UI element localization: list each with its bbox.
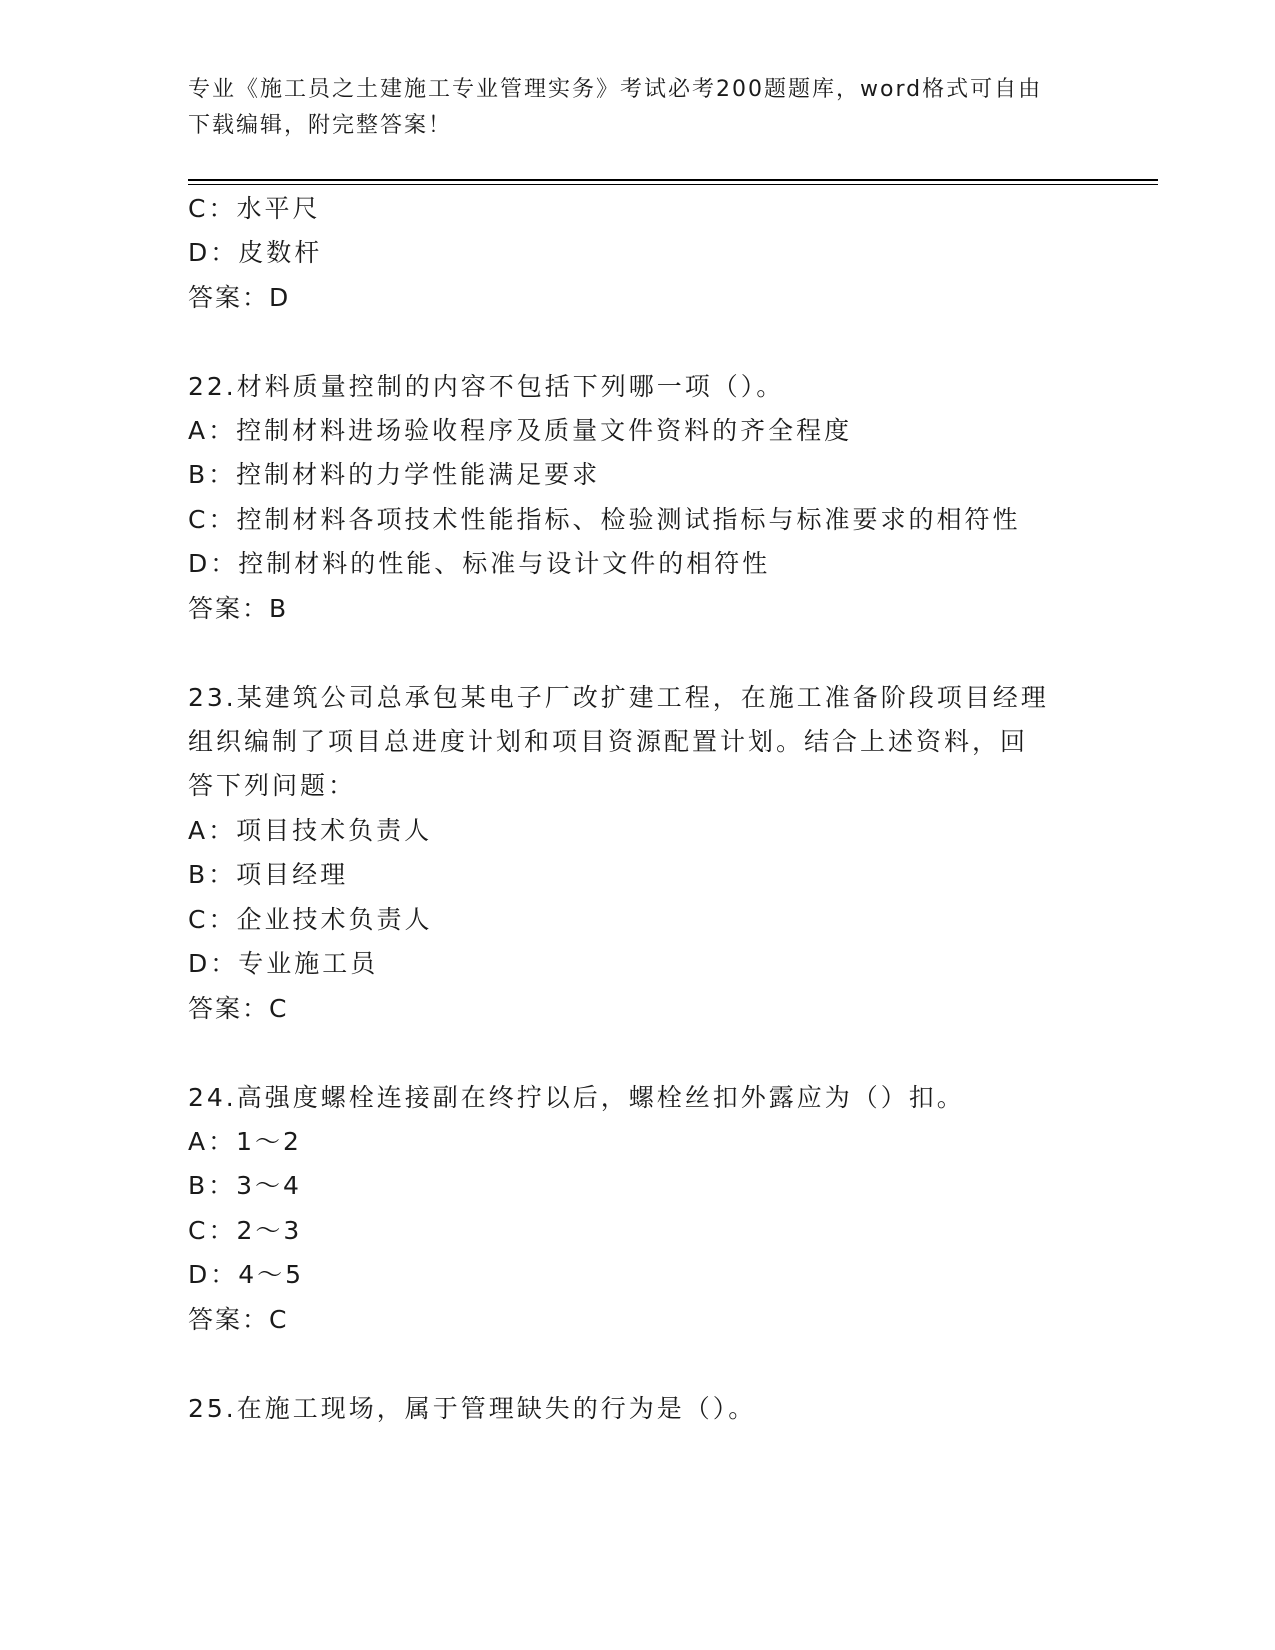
q23-option-c: C：企业技术负责人: [188, 905, 433, 934]
q24-answer: 答案：C: [188, 1305, 289, 1334]
q23-stem-line-1: 23.某建筑公司总承包某电子厂改扩建工程，在施工准备阶段项目经理: [188, 683, 1049, 712]
q22-option-d: D：控制材料的性能、标准与设计文件的相符性: [188, 549, 771, 578]
q24-option-d: D：4～5: [188, 1260, 305, 1289]
document-header: [188, 72, 1088, 144]
header-title-line-1: 专业《施工员之土建施工专业管理实务》考试必考200题题库，word格式可自由: [188, 77, 1043, 102]
q23-stem-line-2: 组织编制了项目总进度计划和项目资源配置计划。结合上述资料，回: [188, 727, 1029, 756]
prev-option-d: D：皮数杆: [188, 238, 323, 267]
q22-stem: 22.材料质量控制的内容不包括下列哪一项（）。: [188, 372, 785, 401]
prev-option-c: C：水平尺: [188, 194, 321, 223]
q22-answer: 答案：B: [188, 594, 289, 623]
q24-option-c: C：2～3: [188, 1216, 303, 1245]
q24-option-b: B：3～4: [188, 1171, 302, 1200]
header-title-line-2: 下载编辑，附完整答案！: [188, 113, 453, 138]
q23-answer: 答案：C: [188, 994, 289, 1023]
prev-answer: 答案：D: [188, 283, 291, 312]
q22-option-b: B：控制材料的力学性能满足要求: [188, 460, 601, 489]
q23-option-b: B：项目经理: [188, 860, 349, 889]
q23-stem-line-3: 答下列问题：: [188, 771, 357, 800]
q23-option-d: D：专业施工员: [188, 949, 379, 978]
header-divider-thin: [188, 184, 1158, 185]
q22-option-a: A：控制材料进场验收程序及质量文件资料的齐全程度: [188, 416, 853, 445]
q23-option-a: A：项目技术负责人: [188, 816, 433, 845]
q25-stem: 25.在施工现场，属于管理缺失的行为是（）。: [188, 1394, 757, 1423]
q24-option-a: A：1～2: [188, 1127, 302, 1156]
q24-stem: 24.高强度螺栓连接副在终拧以后，螺栓丝扣外露应为（）扣。: [188, 1083, 965, 1112]
header-divider-thick: [188, 179, 1158, 181]
q22-option-c: C：控制材料各项技术性能指标、检验测试指标与标准要求的相符性: [188, 505, 1021, 534]
